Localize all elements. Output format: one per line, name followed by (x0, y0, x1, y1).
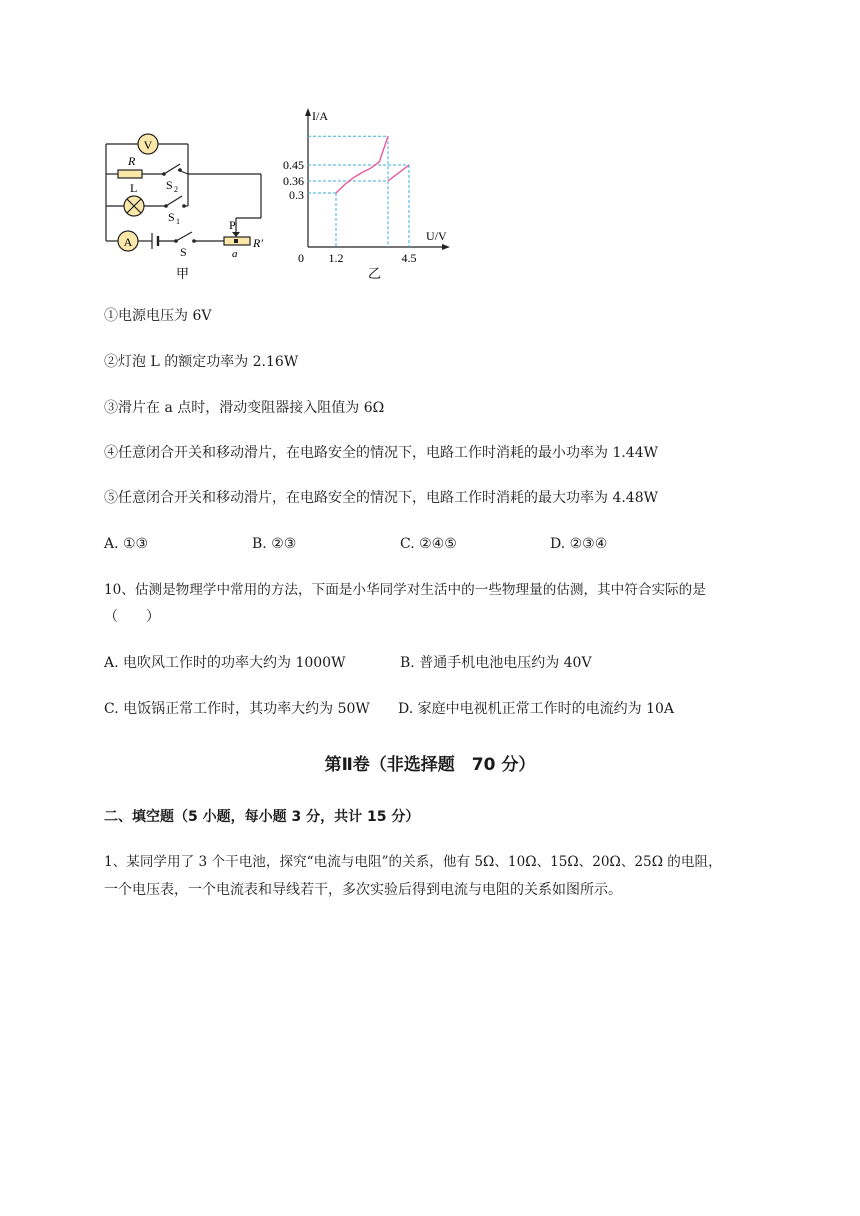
statement-1: ①电源电压为 6V (104, 308, 212, 324)
x-tick-label: 4.5 (401, 251, 417, 265)
y-tick-label: 0.36 (283, 174, 304, 188)
q10-stem: 10、估测是物理学中常用的方法，下面是小华同学对生活中的一些物理量的估测，其中符合实际的是 (104, 582, 706, 598)
q10-option-d[interactable]: D. 家庭中电视机正常工作时的电流约为 10A (398, 701, 674, 717)
y-tick-label: 0.45 (283, 158, 304, 172)
fill-q1-line1: 1、某同学用了 3 个干电池，探究“电流与电阻”的关系，他有 5Ω、10Ω、15Ω、20Ω、25Ω 的电阻， (104, 854, 722, 870)
q9-option-b[interactable]: B. ②③ (252, 536, 297, 552)
origin-label: 0 (298, 251, 304, 265)
svg-text:a: a (232, 248, 238, 260)
statement-5: ⑤任意闭合开关和移动滑片，在电路安全的情况下，电路工作时消耗的最大功率为 4.48W (104, 490, 659, 506)
svg-text:R: R (128, 154, 136, 168)
x-tick-label: 1.2 (328, 251, 344, 265)
q10-option-a[interactable]: A. 电吹风工作时的功率大约为 1000W (104, 655, 346, 671)
statement-3: ③滑片在 a 点时，滑动变阻器接入阻值为 6Ω (104, 400, 385, 416)
svg-text:S: S (180, 245, 187, 259)
circuit-diagram (96, 126, 276, 286)
svg-text:S: S (168, 210, 175, 224)
svg-text:R′: R′ (253, 236, 263, 250)
q10-option-c[interactable]: C. 电饭锅正常工作时，其功率大约为 50W (104, 701, 370, 717)
resistor-r (118, 170, 142, 178)
q9-option-d[interactable]: D. ②③④ (550, 536, 608, 552)
svg-text:L: L (130, 181, 138, 195)
voltmeter-label: V (143, 138, 153, 152)
q10-option-b[interactable]: B. 普通手机电池电压约为 40V (400, 655, 592, 671)
statement-2: ②灯泡 L 的额定功率为 2.16W (104, 354, 299, 370)
svg-text:P: P (229, 218, 236, 232)
iu-graph (276, 104, 456, 286)
svg-text:A: A (123, 235, 133, 249)
statement-4: ④任意闭合开关和移动滑片，在电路安全的情况下，电路工作时消耗的最小功率为 1.44W (104, 445, 659, 461)
svg-text:S: S (166, 178, 173, 192)
y-axis-label: I/A (312, 109, 328, 123)
figure-jia-caption: 甲 (176, 266, 190, 281)
q10-blank: （ ） (104, 609, 160, 625)
x-axis-label: U/V (426, 229, 447, 243)
y-tick-label: 0.3 (289, 188, 304, 202)
q9-option-a[interactable]: A. ①③ (104, 536, 149, 552)
iu-curve-2 (388, 165, 409, 181)
svg-text:1: 1 (176, 217, 180, 226)
svg-text:2: 2 (174, 185, 178, 194)
part-heading: 二、填空题（5 小题，每小题 3 分，共计 15 分） (104, 809, 420, 825)
fill-q1-line2: 一个电压表，一个电流表和导线若干，多次实验后得到电流与电阻的关系如图所示。 (104, 882, 622, 898)
q9-option-c[interactable]: C. ②④⑤ (400, 536, 457, 552)
section-title: 第Ⅱ卷（非选择题 70 分） (324, 755, 536, 775)
figure-yi-caption: 乙 (368, 266, 382, 281)
